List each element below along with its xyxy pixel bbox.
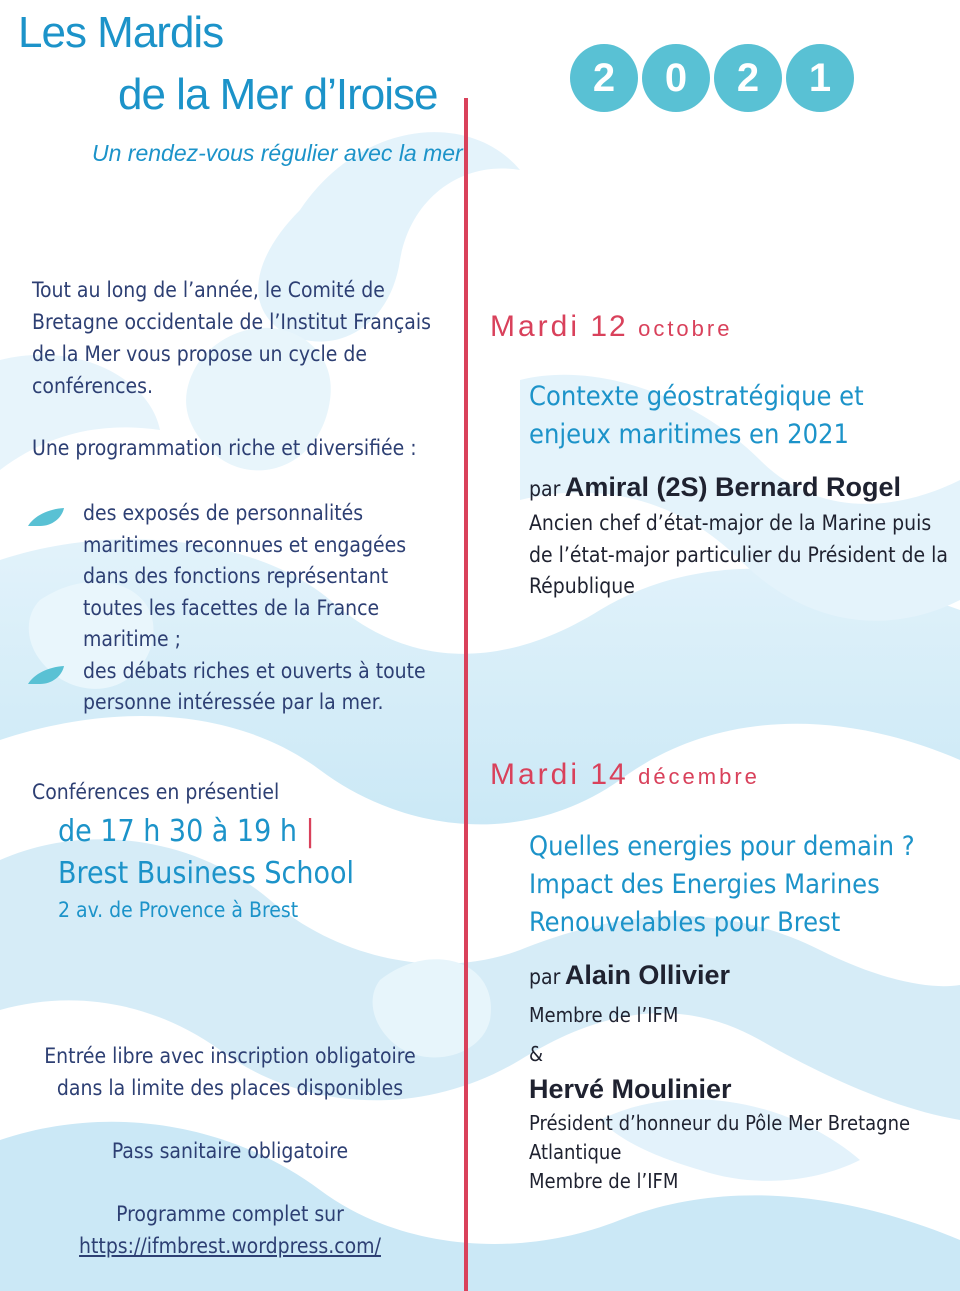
speaker-line (529, 472, 901, 503)
day-word: Mardi (490, 758, 581, 791)
list-item-text: des débats riches et ouverts à toute personne intéressée par la mer. (83, 658, 426, 714)
programme-link[interactable]: https://ifmbrest.wordpress.com/ (79, 1234, 381, 1258)
year-digit: 1 (786, 44, 854, 112)
entry-line-1: Entrée libre avec inscription obligatoire (44, 1044, 416, 1068)
event-date (490, 758, 760, 792)
practical-info (0, 1040, 460, 1262)
year-digit: 2 (714, 44, 782, 112)
venue-name: Brest Business School (58, 856, 354, 891)
month: décembre (638, 764, 760, 789)
title-line-1: Les Mardis (18, 8, 224, 57)
water-drop-icon (26, 664, 66, 686)
day-number: 12 (590, 310, 628, 343)
year-badge (570, 44, 854, 112)
speaker2-role-line: Président d’honneur du Pôle Mer Bretagne (529, 1111, 911, 1135)
year-digit: 2 (570, 44, 638, 112)
talk-title-line: Impact des Energies Marines (529, 869, 880, 900)
day-number: 14 (590, 758, 628, 791)
schedule-time (58, 814, 315, 849)
year-digit: 0 (642, 44, 710, 112)
speaker2-role-line: Atlantique (529, 1140, 622, 1164)
list-item (26, 498, 436, 656)
speaker2-role-line: Membre de l’IFM (529, 1169, 679, 1193)
speaker-role: Membre de l’IFM (529, 1003, 679, 1027)
talk-title (529, 378, 949, 454)
speaker-line (529, 960, 730, 991)
par-label: par (529, 477, 561, 501)
event-date (490, 310, 732, 344)
list-item (26, 656, 436, 719)
talk-title-line: Quelles energies pour demain ? (529, 831, 915, 862)
intro-paragraph: Tout au long de l’année, le Comité de Bretagne occidentale de l’Institut Français de la Mer vous propose un cycle de conférences. (32, 278, 431, 398)
month: octobre (638, 316, 733, 341)
time-separator: | (305, 814, 315, 849)
speaker2-role (529, 1109, 949, 1196)
title-line-2: de la Mer d’Iroise (118, 70, 438, 119)
talk-title (529, 828, 949, 942)
talk-title-line: enjeux maritimes en 2021 (529, 419, 849, 450)
tagline: Un rendez-vous régulier avec la mer (92, 140, 463, 166)
programme-label: Programme complet sur (116, 1202, 344, 1226)
par-label: par (529, 965, 561, 989)
speaker-name: Amiral (2S) Bernard Rogel (564, 472, 901, 502)
programme-list (26, 498, 436, 719)
speaker-name: Alain Ollivier (564, 960, 730, 990)
speaker-description: Ancien chef d’état-major de la Marine puis de l’état-major particulier du Président de la République (529, 511, 948, 598)
vertical-divider (464, 98, 468, 1291)
venue-address: 2 av. de Provence à Brest (58, 898, 299, 922)
list-item-text: des exposés de personnalités maritimes reconnues et engagées dans des fonctions représentant toutes les facettes de la France maritime ; (83, 501, 407, 651)
day-word: Mardi (490, 310, 581, 343)
ampersand: & (529, 1042, 544, 1066)
talk-title-line: Contexte géostratégique et (529, 381, 864, 412)
presentiel-label: Conférences en présentiel (32, 780, 280, 804)
talk-title-line: Renouvelables pour Brest (529, 907, 841, 938)
time-text: de 17 h 30 à 19 h (58, 814, 297, 849)
programme-heading: Une programmation riche et diversifiée : (32, 436, 417, 460)
pass-sanitaire: Pass sanitaire obligatoire (111, 1139, 349, 1163)
speaker2-name: Hervé Moulinier (529, 1074, 732, 1104)
water-drop-icon (26, 506, 66, 528)
entry-line-2: dans la limite des places disponibles (56, 1076, 404, 1100)
